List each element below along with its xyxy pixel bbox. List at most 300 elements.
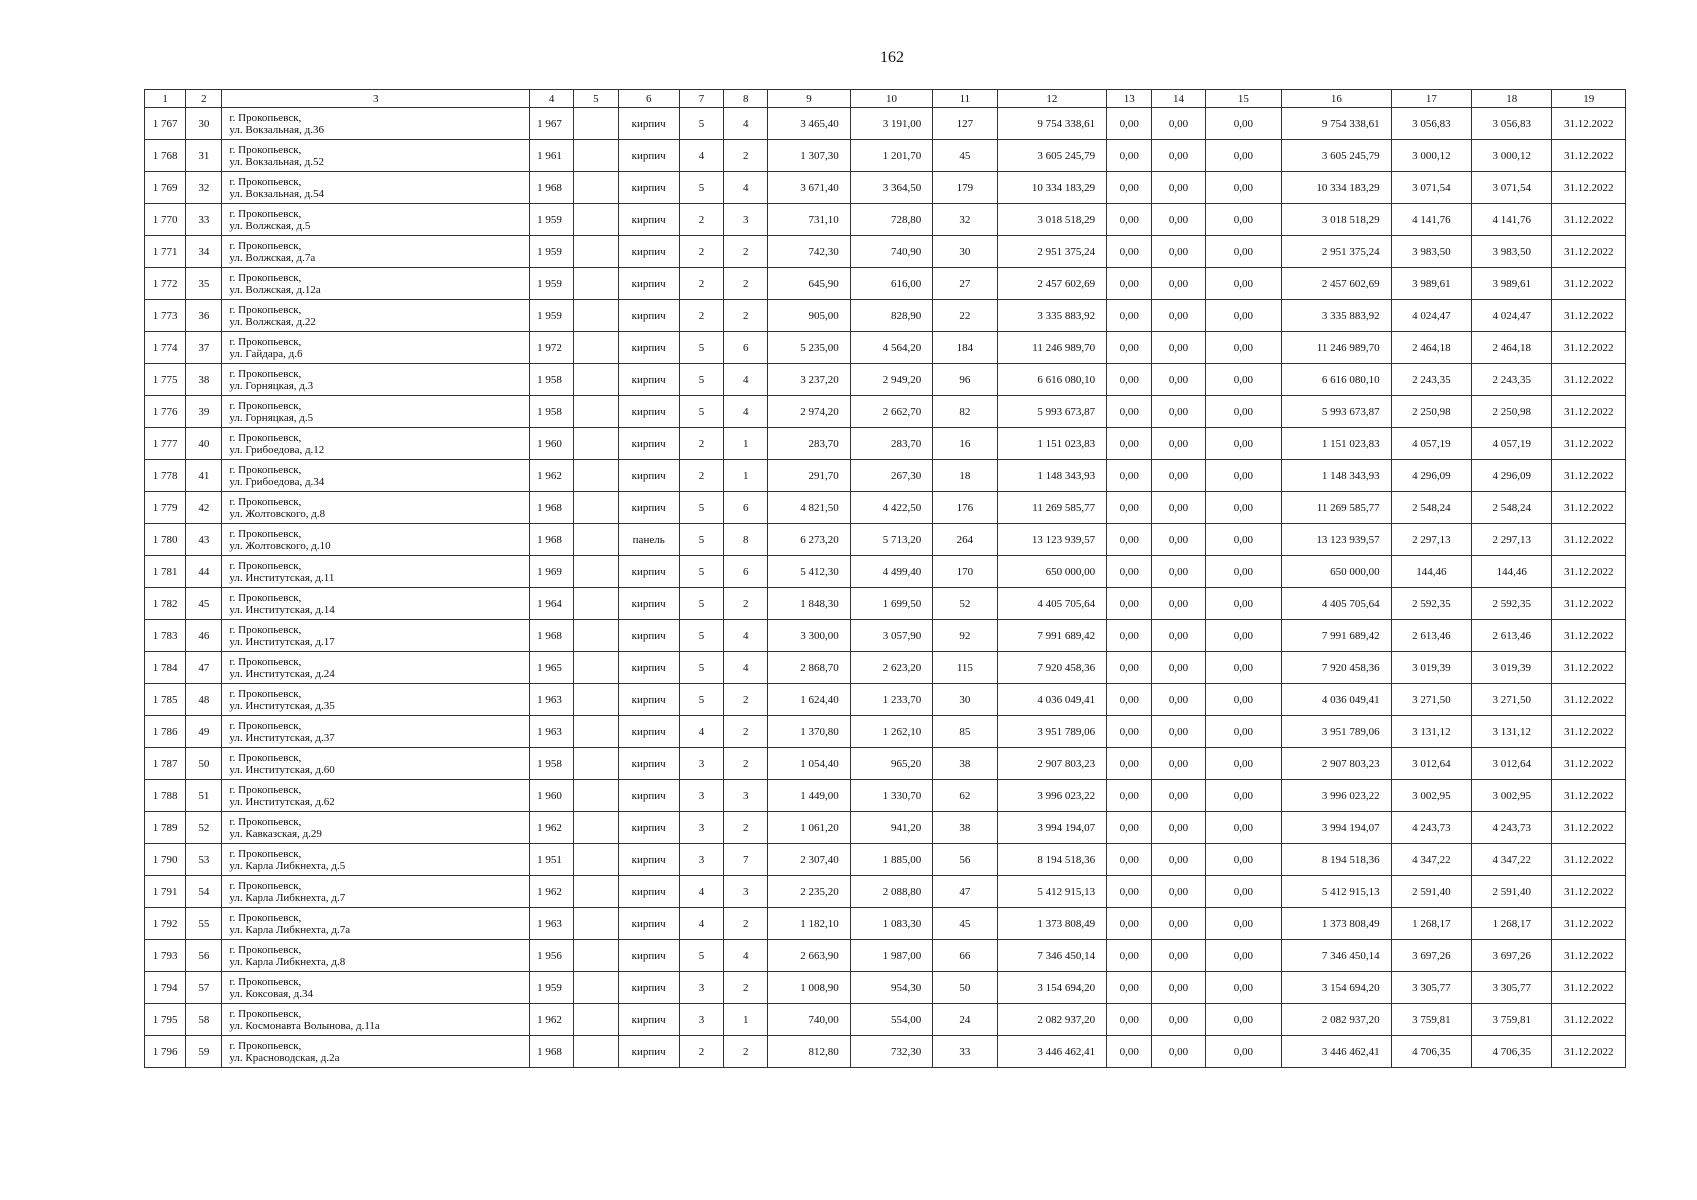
- cell-year-built: 1 959: [530, 268, 574, 300]
- cell-col-5: [574, 588, 618, 620]
- cell-unit-cost: 3 983,50: [1391, 236, 1471, 268]
- cell-living-area: 1 083,30: [850, 908, 932, 940]
- cell-year-built: 1 960: [530, 780, 574, 812]
- cell-max-unit-cost: 3 759,81: [1472, 1004, 1552, 1036]
- cell-total-area: 645,90: [768, 268, 850, 300]
- cell-col-14: 0,00: [1152, 1036, 1205, 1068]
- address-city: г. Прокопьевск,: [229, 751, 302, 764]
- cell-year-built: 1 965: [530, 652, 574, 684]
- column-header-18: 18: [1472, 90, 1552, 108]
- table-row: [145, 780, 1626, 812]
- cell-col-13: 0,00: [1107, 332, 1152, 364]
- cell-total-area: 3 671,40: [768, 172, 850, 204]
- cell-floors: 3: [679, 972, 723, 1004]
- cell-residents: 47: [933, 876, 997, 908]
- cell-wall-material: кирпич: [618, 300, 679, 332]
- cell-living-area: 1 699,50: [850, 588, 932, 620]
- cell-col-5: [574, 236, 618, 268]
- table-row: [145, 684, 1626, 716]
- cell-max-unit-cost: 3 983,50: [1472, 236, 1552, 268]
- cell-unit-cost: 2 243,35: [1391, 364, 1471, 396]
- cell-col-13: 0,00: [1107, 172, 1152, 204]
- cell-owner-funds: 3 605 245,79: [1282, 140, 1392, 172]
- address-street: ул. Институтская, д.35: [229, 699, 335, 712]
- cell-index: 56: [186, 940, 222, 972]
- cell-residents: 264: [933, 524, 997, 556]
- address-city: г. Прокопьевск,: [229, 431, 302, 444]
- cell-record-number: 1 771: [145, 236, 186, 268]
- cell-col-13: 0,00: [1107, 204, 1152, 236]
- cell-index: 31: [186, 140, 222, 172]
- address-street: ул. Институтская, д.37: [229, 731, 335, 744]
- cell-living-area: 3 057,90: [850, 620, 932, 652]
- cell-max-unit-cost: 2 591,40: [1472, 876, 1552, 908]
- cell-unit-cost: 4 057,19: [1391, 428, 1471, 460]
- cell-year-built: 1 972: [530, 332, 574, 364]
- cell-floors: 5: [679, 332, 723, 364]
- cell-residents: 24: [933, 1004, 997, 1036]
- cell-living-area: 965,20: [850, 748, 932, 780]
- cell-total-area: 1 008,90: [768, 972, 850, 1004]
- cell-max-unit-cost: 2 464,18: [1472, 332, 1552, 364]
- cell-entrances: 1: [724, 460, 768, 492]
- address-street: ул. Карла Либкнехта, д.8: [229, 955, 346, 968]
- column-header-3: 3: [222, 90, 530, 108]
- cell-entrances: 3: [724, 780, 768, 812]
- cell-col-15: 0,00: [1205, 588, 1281, 620]
- cell-residents: 30: [933, 684, 997, 716]
- cell-record-number: 1 789: [145, 812, 186, 844]
- cell-completion-date: 31.12.2022: [1552, 172, 1626, 204]
- cell-col-15: 0,00: [1205, 140, 1281, 172]
- cell-col-13: 0,00: [1107, 908, 1152, 940]
- cell-year-built: 1 968: [530, 492, 574, 524]
- cell-address: [222, 748, 530, 780]
- cell-completion-date: 31.12.2022: [1552, 620, 1626, 652]
- cell-col-15: 0,00: [1205, 652, 1281, 684]
- cell-max-unit-cost: 1 268,17: [1472, 908, 1552, 940]
- cell-owner-funds: 7 991 689,42: [1282, 620, 1392, 652]
- cell-completion-date: 31.12.2022: [1552, 332, 1626, 364]
- cell-index: 55: [186, 908, 222, 940]
- cell-wall-material: кирпич: [618, 844, 679, 876]
- cell-max-unit-cost: 4 243,73: [1472, 812, 1552, 844]
- address-street: ул. Космонавта Волынова, д.11а: [229, 1019, 380, 1032]
- cell-col-13: 0,00: [1107, 588, 1152, 620]
- cell-living-area: 1 201,70: [850, 140, 932, 172]
- cell-col-13: 0,00: [1107, 1004, 1152, 1036]
- cell-col-5: [574, 780, 618, 812]
- cell-col-14: 0,00: [1152, 172, 1205, 204]
- cell-col-14: 0,00: [1152, 716, 1205, 748]
- cell-col-13: 0,00: [1107, 876, 1152, 908]
- cell-col-14: 0,00: [1152, 492, 1205, 524]
- cell-col-15: 0,00: [1205, 1036, 1281, 1068]
- column-header-9: 9: [768, 90, 850, 108]
- cell-year-built: 1 960: [530, 428, 574, 460]
- cell-record-number: 1 791: [145, 876, 186, 908]
- address-city: г. Прокопьевск,: [229, 559, 302, 572]
- cell-col-5: [574, 556, 618, 588]
- cell-floors: 4: [679, 908, 723, 940]
- cell-wall-material: кирпич: [618, 204, 679, 236]
- register-table: [144, 89, 1626, 1068]
- cell-col-15: 0,00: [1205, 940, 1281, 972]
- address-city: г. Прокопьевск,: [229, 175, 302, 188]
- table-row: [145, 940, 1626, 972]
- cell-completion-date: 31.12.2022: [1552, 652, 1626, 684]
- address-street: ул. Институтская, д.11: [229, 571, 335, 584]
- cell-entrances: 2: [724, 140, 768, 172]
- cell-completion-date: 31.12.2022: [1552, 588, 1626, 620]
- address-city: г. Прокопьевск,: [229, 463, 302, 476]
- cell-address: [222, 588, 530, 620]
- cell-completion-date: 31.12.2022: [1552, 1036, 1626, 1068]
- cell-residents: 56: [933, 844, 997, 876]
- cell-col-5: [574, 1004, 618, 1036]
- cell-floors: 4: [679, 716, 723, 748]
- table-row: [145, 844, 1626, 876]
- cell-floors: 5: [679, 364, 723, 396]
- cell-total-cost: 7 920 458,36: [997, 652, 1107, 684]
- cell-total-cost: 9 754 338,61: [997, 108, 1107, 140]
- cell-record-number: 1 783: [145, 620, 186, 652]
- address-city: г. Прокопьевск,: [229, 303, 302, 316]
- cell-owner-funds: 7 920 458,36: [1282, 652, 1392, 684]
- column-header-11: 11: [933, 90, 997, 108]
- cell-entrances: 4: [724, 396, 768, 428]
- table-row: [145, 556, 1626, 588]
- cell-year-built: 1 962: [530, 460, 574, 492]
- cell-col-5: [574, 300, 618, 332]
- cell-entrances: 4: [724, 108, 768, 140]
- column-header-4: 4: [530, 90, 574, 108]
- cell-floors: 2: [679, 428, 723, 460]
- cell-year-built: 1 963: [530, 908, 574, 940]
- address-street: ул. Волжская, д.7а: [229, 251, 316, 264]
- cell-total-area: 1 370,80: [768, 716, 850, 748]
- cell-col-15: 0,00: [1205, 332, 1281, 364]
- cell-max-unit-cost: 4 706,35: [1472, 1036, 1552, 1068]
- cell-unit-cost: 2 250,98: [1391, 396, 1471, 428]
- address-street: ул. Институтская, д.60: [229, 763, 335, 776]
- cell-residents: 127: [933, 108, 997, 140]
- cell-total-cost: 3 951 789,06: [997, 716, 1107, 748]
- cell-total-area: 905,00: [768, 300, 850, 332]
- cell-residents: 27: [933, 268, 997, 300]
- address-street: ул. Институтская, д.17: [229, 635, 335, 648]
- address-city: г. Прокопьевск,: [229, 719, 302, 732]
- table-row: [145, 492, 1626, 524]
- cell-total-area: 3 465,40: [768, 108, 850, 140]
- cell-unit-cost: 2 548,24: [1391, 492, 1471, 524]
- cell-owner-funds: 3 996 023,22: [1282, 780, 1392, 812]
- cell-total-area: 1 054,40: [768, 748, 850, 780]
- cell-col-14: 0,00: [1152, 652, 1205, 684]
- cell-total-area: 1 449,00: [768, 780, 850, 812]
- cell-col-5: [574, 428, 618, 460]
- cell-total-cost: 3 018 518,29: [997, 204, 1107, 236]
- cell-col-14: 0,00: [1152, 236, 1205, 268]
- register-body: [145, 108, 1626, 1068]
- cell-record-number: 1 774: [145, 332, 186, 364]
- cell-total-cost: 8 194 518,36: [997, 844, 1107, 876]
- cell-total-cost: 5 412 915,13: [997, 876, 1107, 908]
- cell-max-unit-cost: 2 297,13: [1472, 524, 1552, 556]
- cell-year-built: 1 958: [530, 364, 574, 396]
- cell-unit-cost: 2 613,46: [1391, 620, 1471, 652]
- cell-index: 39: [186, 396, 222, 428]
- cell-total-cost: 3 994 194,07: [997, 812, 1107, 844]
- cell-index: 45: [186, 588, 222, 620]
- cell-record-number: 1 775: [145, 364, 186, 396]
- cell-max-unit-cost: 3 305,77: [1472, 972, 1552, 1004]
- cell-entrances: 3: [724, 876, 768, 908]
- cell-index: 59: [186, 1036, 222, 1068]
- address-city: г. Прокопьевск,: [229, 815, 302, 828]
- cell-record-number: 1 788: [145, 780, 186, 812]
- cell-address: [222, 492, 530, 524]
- column-header-7: 7: [679, 90, 723, 108]
- cell-total-area: 2 974,20: [768, 396, 850, 428]
- cell-max-unit-cost: 4 347,22: [1472, 844, 1552, 876]
- cell-completion-date: 31.12.2022: [1552, 268, 1626, 300]
- cell-owner-funds: 3 154 694,20: [1282, 972, 1392, 1004]
- cell-index: 43: [186, 524, 222, 556]
- cell-col-15: 0,00: [1205, 492, 1281, 524]
- cell-col-14: 0,00: [1152, 108, 1205, 140]
- cell-col-14: 0,00: [1152, 268, 1205, 300]
- cell-year-built: 1 968: [530, 1036, 574, 1068]
- cell-completion-date: 31.12.2022: [1552, 204, 1626, 236]
- table-row: [145, 1036, 1626, 1068]
- cell-entrances: 3: [724, 204, 768, 236]
- cell-col-13: 0,00: [1107, 364, 1152, 396]
- cell-col-5: [574, 140, 618, 172]
- cell-total-cost: 7 346 450,14: [997, 940, 1107, 972]
- cell-owner-funds: 6 616 080,10: [1282, 364, 1392, 396]
- address-street: ул. Жолтовского, д.10: [229, 539, 331, 552]
- cell-record-number: 1 784: [145, 652, 186, 684]
- cell-year-built: 1 959: [530, 972, 574, 1004]
- cell-wall-material: кирпич: [618, 268, 679, 300]
- table-row: [145, 396, 1626, 428]
- cell-entrances: 8: [724, 524, 768, 556]
- cell-living-area: 728,80: [850, 204, 932, 236]
- cell-total-area: 4 821,50: [768, 492, 850, 524]
- cell-unit-cost: 3 759,81: [1391, 1004, 1471, 1036]
- address-city: г. Прокопьевск,: [229, 1007, 302, 1020]
- cell-residents: 50: [933, 972, 997, 1004]
- cell-col-13: 0,00: [1107, 940, 1152, 972]
- cell-address: [222, 300, 530, 332]
- cell-total-area: 283,70: [768, 428, 850, 460]
- cell-living-area: 554,00: [850, 1004, 932, 1036]
- cell-col-14: 0,00: [1152, 812, 1205, 844]
- address-city: г. Прокопьевск,: [229, 271, 302, 284]
- cell-address: [222, 108, 530, 140]
- table-row: [145, 876, 1626, 908]
- cell-year-built: 1 964: [530, 588, 574, 620]
- cell-entrances: 2: [724, 588, 768, 620]
- cell-floors: 5: [679, 172, 723, 204]
- cell-completion-date: 31.12.2022: [1552, 460, 1626, 492]
- cell-residents: 38: [933, 748, 997, 780]
- cell-wall-material: кирпич: [618, 108, 679, 140]
- cell-unit-cost: 3 056,83: [1391, 108, 1471, 140]
- cell-max-unit-cost: 2 548,24: [1472, 492, 1552, 524]
- cell-completion-date: 31.12.2022: [1552, 940, 1626, 972]
- cell-completion-date: 31.12.2022: [1552, 428, 1626, 460]
- cell-total-cost: 1 151 023,83: [997, 428, 1107, 460]
- cell-floors: 5: [679, 652, 723, 684]
- cell-col-14: 0,00: [1152, 588, 1205, 620]
- cell-max-unit-cost: 2 613,46: [1472, 620, 1552, 652]
- cell-index: 30: [186, 108, 222, 140]
- cell-completion-date: 31.12.2022: [1552, 492, 1626, 524]
- cell-col-13: 0,00: [1107, 716, 1152, 748]
- cell-col-5: [574, 844, 618, 876]
- cell-residents: 115: [933, 652, 997, 684]
- cell-total-area: 1 624,40: [768, 684, 850, 716]
- address-city: г. Прокопьевск,: [229, 591, 302, 604]
- table-row: [145, 172, 1626, 204]
- cell-entrances: 4: [724, 364, 768, 396]
- cell-unit-cost: 2 591,40: [1391, 876, 1471, 908]
- cell-unit-cost: 4 347,22: [1391, 844, 1471, 876]
- cell-residents: 170: [933, 556, 997, 588]
- column-header-8: 8: [724, 90, 768, 108]
- cell-owner-funds: 5 412 915,13: [1282, 876, 1392, 908]
- cell-unit-cost: 2 464,18: [1391, 332, 1471, 364]
- cell-record-number: 1 768: [145, 140, 186, 172]
- cell-living-area: 267,30: [850, 460, 932, 492]
- cell-floors: 5: [679, 396, 723, 428]
- cell-year-built: 1 962: [530, 812, 574, 844]
- cell-residents: 184: [933, 332, 997, 364]
- cell-col-15: 0,00: [1205, 716, 1281, 748]
- cell-index: 41: [186, 460, 222, 492]
- cell-living-area: 2 623,20: [850, 652, 932, 684]
- cell-col-13: 0,00: [1107, 620, 1152, 652]
- cell-floors: 4: [679, 876, 723, 908]
- cell-index: 38: [186, 364, 222, 396]
- cell-completion-date: 31.12.2022: [1552, 844, 1626, 876]
- cell-index: 49: [186, 716, 222, 748]
- cell-total-area: 5 412,30: [768, 556, 850, 588]
- cell-total-cost: 3 996 023,22: [997, 780, 1107, 812]
- cell-floors: 2: [679, 204, 723, 236]
- cell-col-14: 0,00: [1152, 460, 1205, 492]
- cell-floors: 5: [679, 492, 723, 524]
- cell-floors: 2: [679, 300, 723, 332]
- cell-col-5: [574, 1036, 618, 1068]
- column-header-19: 19: [1552, 90, 1626, 108]
- cell-wall-material: кирпич: [618, 364, 679, 396]
- cell-record-number: 1 776: [145, 396, 186, 428]
- cell-address: [222, 972, 530, 1004]
- cell-residents: 38: [933, 812, 997, 844]
- cell-col-15: 0,00: [1205, 236, 1281, 268]
- cell-col-14: 0,00: [1152, 940, 1205, 972]
- cell-completion-date: 31.12.2022: [1552, 396, 1626, 428]
- cell-col-14: 0,00: [1152, 876, 1205, 908]
- cell-address: [222, 364, 530, 396]
- cell-owner-funds: 13 123 939,57: [1282, 524, 1392, 556]
- cell-col-14: 0,00: [1152, 204, 1205, 236]
- cell-wall-material: кирпич: [618, 940, 679, 972]
- cell-index: 53: [186, 844, 222, 876]
- cell-year-built: 1 956: [530, 940, 574, 972]
- cell-index: 51: [186, 780, 222, 812]
- cell-index: 47: [186, 652, 222, 684]
- cell-address: [222, 524, 530, 556]
- cell-owner-funds: 1 148 343,93: [1282, 460, 1392, 492]
- cell-residents: 30: [933, 236, 997, 268]
- cell-record-number: 1 786: [145, 716, 186, 748]
- cell-unit-cost: 1 268,17: [1391, 908, 1471, 940]
- cell-address: [222, 812, 530, 844]
- address-street: ул. Коксовая, д.34: [229, 987, 313, 1000]
- address-street: ул. Вокзальная, д.36: [229, 123, 324, 136]
- page-number: 162: [880, 49, 904, 66]
- cell-living-area: 4 564,20: [850, 332, 932, 364]
- table-row: [145, 428, 1626, 460]
- cell-floors: 3: [679, 1004, 723, 1036]
- address-city: г. Прокопьевск,: [229, 655, 302, 668]
- table-row: [145, 108, 1626, 140]
- column-header-2: 2: [186, 90, 222, 108]
- cell-living-area: 1 233,70: [850, 684, 932, 716]
- cell-col-15: 0,00: [1205, 268, 1281, 300]
- cell-col-13: 0,00: [1107, 268, 1152, 300]
- cell-record-number: 1 787: [145, 748, 186, 780]
- cell-record-number: 1 781: [145, 556, 186, 588]
- cell-owner-funds: 3 951 789,06: [1282, 716, 1392, 748]
- cell-wall-material: кирпич: [618, 588, 679, 620]
- address-city: г. Прокопьевск,: [229, 367, 302, 380]
- cell-col-14: 0,00: [1152, 524, 1205, 556]
- cell-col-15: 0,00: [1205, 780, 1281, 812]
- column-header-10: 10: [850, 90, 932, 108]
- cell-col-14: 0,00: [1152, 844, 1205, 876]
- cell-floors: 5: [679, 620, 723, 652]
- cell-year-built: 1 968: [530, 172, 574, 204]
- cell-index: 33: [186, 204, 222, 236]
- cell-col-15: 0,00: [1205, 876, 1281, 908]
- cell-col-5: [574, 748, 618, 780]
- cell-col-5: [574, 684, 618, 716]
- address-street: ул. Грибоедова, д.34: [229, 475, 325, 488]
- cell-unit-cost: 4 024,47: [1391, 300, 1471, 332]
- cell-col-5: [574, 492, 618, 524]
- table-row: [145, 748, 1626, 780]
- cell-col-5: [574, 172, 618, 204]
- cell-max-unit-cost: 2 250,98: [1472, 396, 1552, 428]
- cell-total-cost: 13 123 939,57: [997, 524, 1107, 556]
- address-street: ул. Институтская, д.14: [229, 603, 335, 616]
- cell-record-number: 1 785: [145, 684, 186, 716]
- cell-living-area: 3 191,00: [850, 108, 932, 140]
- cell-total-area: 3 237,20: [768, 364, 850, 396]
- cell-address: [222, 620, 530, 652]
- cell-year-built: 1 963: [530, 716, 574, 748]
- cell-col-14: 0,00: [1152, 620, 1205, 652]
- table-row: [145, 300, 1626, 332]
- cell-total-area: 1 848,30: [768, 588, 850, 620]
- cell-wall-material: кирпич: [618, 332, 679, 364]
- cell-unit-cost: 3 305,77: [1391, 972, 1471, 1004]
